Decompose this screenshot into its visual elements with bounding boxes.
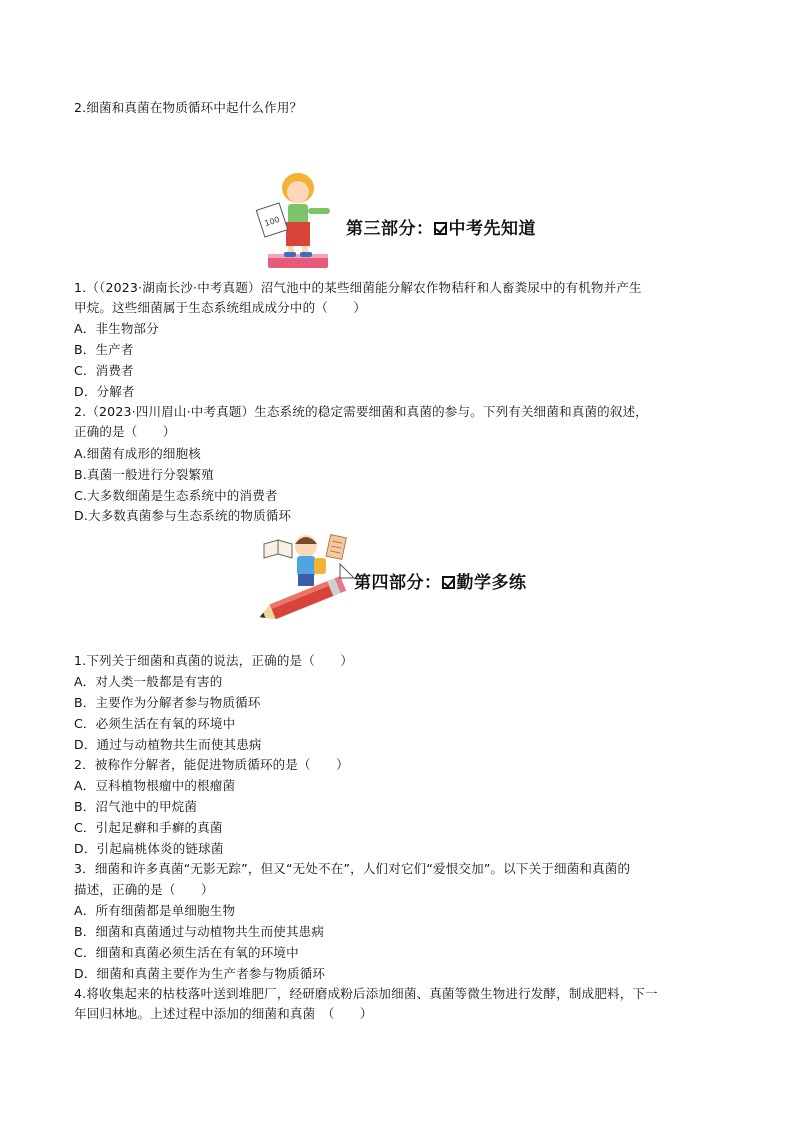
- p3-q1-option-b: B．生产者: [74, 342, 134, 357]
- set-square-icon: [340, 564, 354, 578]
- p4-q1-line1: 1.下列关于细菌和真菌的说法，正确的是（ ）: [74, 653, 354, 668]
- checkbox-icon: [434, 222, 447, 235]
- p4-q2-option-d: D．引起扁桃体炎的链球菌: [74, 841, 224, 856]
- p4-q4-line1: 4.将收集起来的枯枝落叶送到堆肥厂，经研磨成粉后添加细菌、真菌等微生物进行发酵，制成肥料，下一: [74, 986, 658, 1001]
- right-arm: [308, 208, 330, 214]
- p4-q2-line1: 2．被称作分解者，能促进物质循环的是（ ）: [74, 757, 349, 772]
- sign-text: 100: [263, 214, 281, 229]
- p3-q1-line1: 1.（（2023·湖南长沙·中考真题）沼气池中的某些细菌能分解农作物秸秆和人畜粪尿中的有机物并产生: [74, 280, 642, 295]
- p4-q3-option-c: C．细菌和真菌必须生活在有氧的环境中: [74, 945, 299, 960]
- p4-q3-option-a: A．所有细菌都是单细胞生物: [74, 903, 236, 918]
- overalls: [286, 222, 310, 246]
- shirt: [288, 204, 308, 224]
- p3-q2-line1: 2.（2023·四川眉山·中考真题）生态系统的稳定需要细菌和真菌的参与。下列有关细菌和真菌的叙述，: [74, 404, 648, 419]
- p3-q2-line2: 正确的是（ ）: [74, 424, 176, 439]
- p4-q1-option-c: C．必须生活在有氧的环境中: [74, 716, 236, 731]
- open-book-icon: [264, 540, 292, 558]
- notebook-icon: [326, 535, 346, 560]
- right-shoe: [300, 252, 312, 257]
- previous-question-2: 2.细菌和真菌在物质循环中起什么作用？: [74, 100, 303, 115]
- boy-shirt: [297, 556, 315, 576]
- p3-q2-option-c: C.大多数细菌是生态系统中的消费者: [74, 488, 278, 503]
- sign-board: [256, 203, 287, 237]
- face: [287, 181, 309, 203]
- part4-heading: [354, 568, 527, 593]
- p4-q3-option-b: B．细菌和真菌通过与动植物共生而使其患病: [74, 924, 325, 939]
- p3-q1-option-a: A．非生物部分: [74, 321, 159, 336]
- p4-q1-option-d: D．通过与动植物共生而使其患病: [74, 737, 262, 752]
- p4-q1-option-b: B．主要作为分解者参与物质循环: [74, 695, 261, 710]
- p3-q2-option-d: D.大多数真菌参与生态系统的物质循环: [74, 508, 292, 523]
- part3-heading-rest: 中考先知道: [448, 219, 536, 239]
- part3-heading: [346, 214, 536, 239]
- boy-hair: [295, 537, 317, 544]
- p3-q1-option-c: C．消费者: [74, 363, 134, 378]
- p3-q1-option-d: D．分解者: [74, 384, 135, 399]
- p4-q1-option-a: A．对人类一般都是有害的: [74, 674, 223, 689]
- part4-heading-rest: 勤学多练: [456, 573, 527, 593]
- p4-q3-line2: 描述，正确的是（ ）: [74, 882, 214, 897]
- p3-q2-option-b: B.真菌一般进行分裂繁殖: [74, 467, 214, 482]
- p4-q2-option-b: B．沼气池中的甲烷菌: [74, 799, 198, 814]
- checkbox-icon: [442, 576, 455, 589]
- part4-heading-prefix: 第四部分：: [354, 573, 442, 593]
- girl-with-sign-illustration: [250, 168, 340, 274]
- boy-on-pencil-illustration: [256, 528, 358, 622]
- book-top: [268, 254, 328, 258]
- boy-pants: [298, 574, 314, 586]
- backpack: [314, 558, 326, 574]
- p4-q4-line2: 年回归林地。上述过程中添加的细菌和真菌 （ ）: [74, 1006, 373, 1021]
- p3-q1-line2: 甲烷。这些细菌属于生态系统组成成分中的（ ）: [74, 300, 367, 315]
- left-shoe: [284, 252, 296, 257]
- p4-q3-option-d: D．细菌和真菌主要作为生产者参与物质循环: [74, 966, 326, 981]
- p4-q2-option-a: A．豆科植物根瘤中的根瘤菌: [74, 778, 236, 793]
- p4-q2-option-c: C．引起足癣和手癣的真菌: [74, 820, 223, 835]
- part3-heading-prefix: 第三部分：: [346, 219, 434, 239]
- p3-q2-option-a: A.细菌有成形的细胞核: [74, 446, 202, 461]
- p4-q3-line1: 3．细菌和许多真菌“无影无踪”，但又“无处不在”，人们对它们“爱恨交加”。以下关于细菌和真菌的: [74, 861, 631, 876]
